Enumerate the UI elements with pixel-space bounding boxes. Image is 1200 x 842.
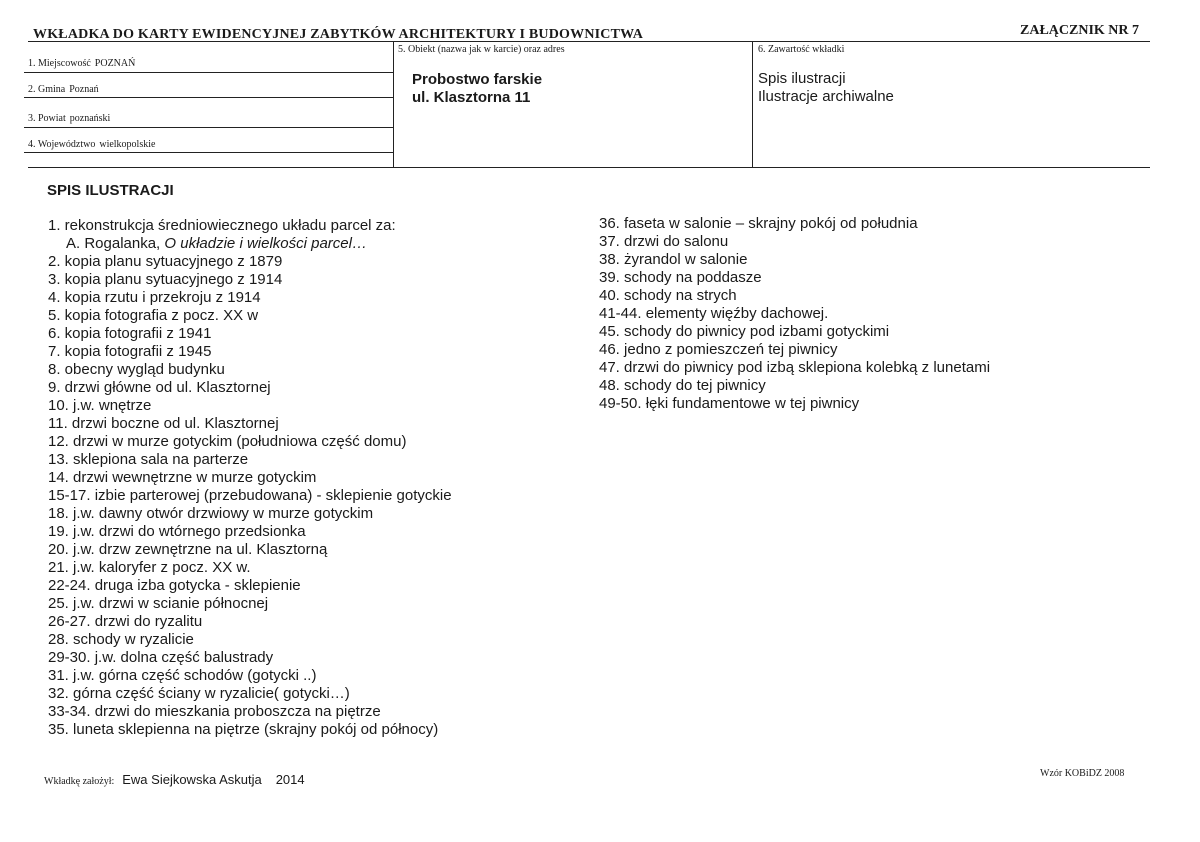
illustration-item: 46. jedno z pomieszczeń tej piwnicy (599, 341, 838, 358)
illustration-item (48, 343, 452, 361)
illustration-item (48, 271, 452, 289)
illustration-item (48, 487, 452, 505)
illustration-item-text: 33-34. drzwi do mieszkania proboszcza na piętrze (48, 703, 381, 720)
illustration-item (48, 361, 452, 379)
illustration-item (48, 649, 452, 667)
illustration-item-text: 28. schody w ryzalicie (48, 631, 194, 648)
illustration-item: 37. drzwi do salonu (599, 233, 729, 250)
illustration-item: 39. schody na poddasze (599, 269, 762, 286)
illustration-item (48, 523, 452, 541)
illustration-item-source-title: O układzie i wielkości parcel… (164, 235, 367, 252)
illustration-item (48, 415, 452, 433)
illustration-item: 49-50. łęki fundamentowe w tej piwnicy (599, 395, 860, 412)
illustration-item (48, 397, 452, 415)
illustration-item: 48. schody do tej piwnicy (599, 377, 766, 394)
locality-value: POZNAŃ (94, 58, 136, 69)
illustration-item: 41-44. elementy więźby dachowej. (599, 305, 829, 322)
illustration-item-text: 14. drzwi wewnętrzne w murze gotyckim (48, 469, 317, 486)
illustration-item (48, 235, 452, 253)
header-rule (28, 41, 1150, 42)
form-title: WKŁADKA DO KARTY EWIDENCYJNEJ ZABYTKÓW ARCHITEKTURY I BUDOWNICTWA (33, 27, 644, 42)
illustration-item-text: 29-30. j.w. dolna część balustrady (48, 649, 274, 666)
illustration-item-text: 8. obecny wygląd budynku (48, 361, 225, 378)
illustration-item-text: 22-24. druga izba gotycka - sklepienie (48, 577, 301, 594)
illustration-item (48, 307, 452, 325)
illustration-item (48, 559, 452, 577)
voivodeship-field (28, 139, 155, 150)
author-line (44, 772, 305, 787)
author-name: Ewa Siejkowska Askutja (122, 772, 262, 787)
illustration-item: 45. schody do piwnicy pod izbami gotyckimi (599, 323, 890, 340)
illustration-item-text: 18. j.w. dawny otwór drzwiowy w murze gotyckim (48, 505, 374, 522)
illustration-item (48, 253, 452, 271)
illustration-item (48, 595, 452, 613)
commune-label: 2. Gmina (28, 84, 66, 95)
voivodeship-underline (24, 152, 393, 153)
illustration-item (48, 379, 452, 397)
illustration-item-text: 3. kopia planu sytuacyjnego z 1914 (48, 271, 283, 288)
contents-box-label: 6. Zawartość wkładki (758, 44, 845, 55)
illustration-item (48, 433, 452, 451)
illustration-item-text: 2. kopia planu sytuacyjnego z 1879 (48, 253, 283, 270)
illustration-item-text: 15-17. izbie parterowej (przebudowana) - sklepienie gotyckie (48, 487, 452, 504)
illustration-item-text: 26-27. drzwi do ryzalitu (48, 613, 203, 630)
illustration-item-text: 7. kopia fotografii z 1945 (48, 343, 212, 360)
illustration-item-text: 35. luneta sklepienna na piętrze (skrajny pokój od północy) (48, 721, 439, 738)
illustration-item-text: 31. j.w. górna część schodów (gotycki ..) (48, 667, 317, 684)
contents-box-left-border (752, 41, 753, 167)
illustration-list-heading: SPIS ILUSTRACJI (47, 182, 174, 199)
illustration-list-left (48, 217, 452, 739)
illustration-item (48, 613, 452, 631)
illustration-item-text: A. Rogalanka, (66, 235, 165, 252)
contents-item-list: Spis ilustracji (758, 70, 846, 87)
object-box-label: 5. Obiekt (nazwa jak w karcie) oraz adres (398, 44, 565, 55)
commune-underline (24, 97, 393, 98)
illustration-item (48, 721, 452, 739)
county-value: poznański (69, 113, 111, 124)
illustration-item-text: 19. j.w. drzwi do wtórnego przedsionka (48, 523, 306, 540)
illustration-item-text: 10. j.w. wnętrze (48, 397, 152, 414)
illustration-item-text: 9. drzwi główne od ul. Klasztornej (48, 379, 271, 396)
object-box-left-border (393, 41, 394, 167)
illustration-item (48, 577, 452, 595)
voivodeship-value: wielkopolskie (99, 139, 156, 150)
illustration-item (48, 289, 452, 307)
illustration-item: 38. żyrandol w salonie (599, 251, 748, 268)
illustration-item: 40. schody na strych (599, 287, 737, 304)
county-label: 3. Powiat (28, 113, 66, 124)
illustration-list-right (599, 215, 990, 413)
author-label: Wkładkę założył: (44, 776, 115, 787)
form-bottom-rule (28, 167, 1150, 168)
locality-underline (24, 72, 393, 73)
illustration-item-text: 13. sklepiona sala na parterze (48, 451, 249, 468)
illustration-item (48, 631, 452, 649)
voivodeship-label: 4. Województwo (28, 139, 96, 150)
illustration-item (48, 667, 452, 685)
illustration-item (48, 685, 452, 703)
illustration-item (48, 505, 452, 523)
locality-field (28, 58, 135, 69)
illustration-item (48, 541, 452, 559)
illustration-item-text: 11. drzwi boczne od ul. Klasztornej (48, 415, 279, 432)
illustration-item (48, 325, 452, 343)
illustration-item (48, 703, 452, 721)
commune-field (28, 84, 99, 95)
object-address: ul. Klasztorna 11 (412, 89, 531, 106)
illustration-item-text: 25. j.w. drzwi w scianie północnej (48, 595, 269, 612)
illustration-item: 47. drzwi do piwnicy pod izbą sklepiona kolebką z lunetami (599, 359, 991, 376)
locality-label: 1. Miejscowość (28, 58, 91, 69)
illustration-item-text: 21. j.w. kaloryfer z pocz. XX w. (48, 559, 251, 576)
author-year: 2014 (275, 772, 305, 787)
object-name: Probostwo farskie (412, 71, 543, 88)
template-version: Wzór KOBiDZ 2008 (1040, 768, 1125, 779)
contents-item-archival: Ilustracje archiwalne (758, 88, 894, 105)
illustration-item (48, 451, 452, 469)
illustration-item-text: 4. kopia rzutu i przekroju z 1914 (48, 289, 261, 306)
illustration-item-text: 32. górna część ściany w ryzalicie( gotycki…) (48, 685, 350, 702)
illustration-item (48, 217, 452, 235)
attachment-number: ZAŁĄCZNIK NR 7 (1020, 23, 1140, 38)
illustration-item (48, 469, 452, 487)
commune-value: Poznań (69, 84, 99, 95)
county-field (28, 113, 110, 124)
illustration-item-text: 12. drzwi w murze gotyckim (południowa część domu) (48, 433, 407, 450)
illustration-item-text: 5. kopia fotografia z pocz. XX w (48, 307, 259, 324)
illustration-item: 36. faseta w salonie – skrajny pokój od południa (599, 215, 918, 232)
illustration-item-text: 20. j.w. drzw zewnętrzne na ul. Klasztorną (48, 541, 328, 558)
illustration-item-text: 1. rekonstrukcja średniowiecznego układu parcel za: (48, 217, 396, 234)
illustration-item-text: 6. kopia fotografii z 1941 (48, 325, 212, 342)
county-underline (24, 127, 393, 128)
